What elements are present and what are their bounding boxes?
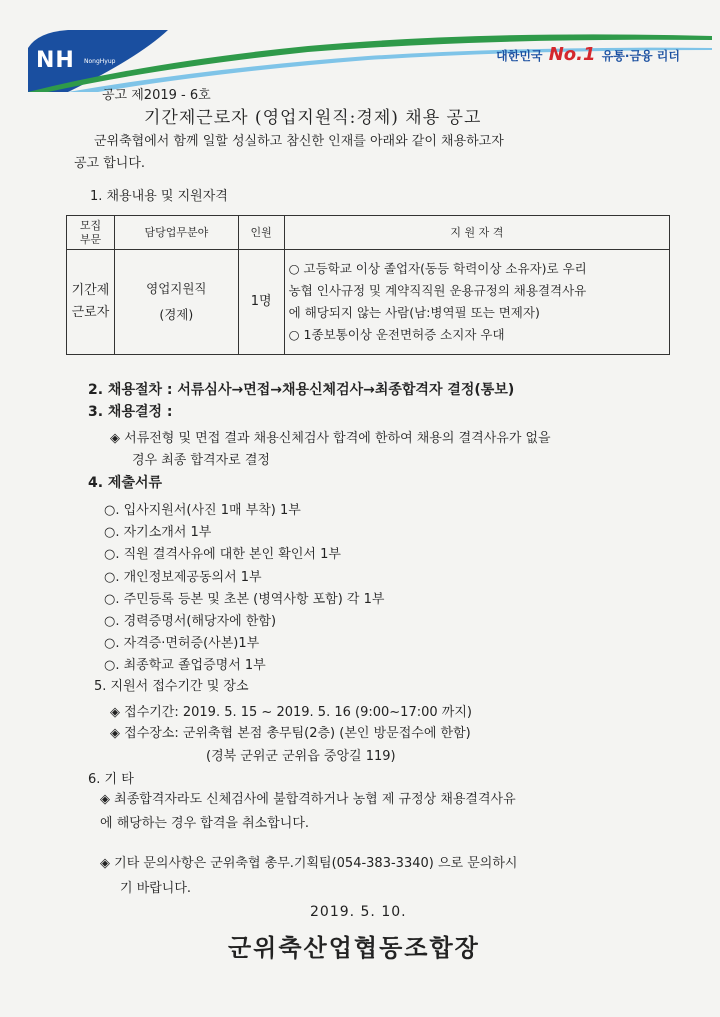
slogan-pre: 대한민국	[496, 49, 543, 63]
intro-line-2: 공고 합니다.	[74, 156, 146, 171]
section-6-heading: 6. 기 타	[88, 772, 134, 787]
section-5-address: (경북 군위군 군위읍 중앙길 119)	[206, 749, 396, 764]
notice-date: 2019. 5. 10.	[310, 904, 407, 920]
organization-name: 군위축산업협동조합장	[228, 933, 480, 962]
list-item: ○. 직원 결격사유에 대한 본인 확인서 1부	[104, 547, 341, 563]
intro-text	[74, 131, 674, 175]
table-header-row	[67, 216, 670, 250]
section-3-line-2: 경우 최종 합격자로 결정	[132, 453, 270, 468]
header-band	[8, 18, 712, 92]
nh-logo-sub: NongHyup	[84, 58, 116, 65]
intro-line-1: 군위축협에서 함께 일할 성실하고 참신한 인재를 아래와 같이 채용하고자	[94, 134, 504, 149]
section-6-note-1-line-2: 에 해당하는 경우 합격을 취소합니다.	[100, 816, 310, 831]
list-item: ○. 자기소개서 1부	[104, 525, 212, 541]
slogan-no1: No.1	[548, 44, 596, 65]
slogan-post: 유통·금융 리더	[601, 49, 680, 63]
notice-number: 공고 제2019 - 6호	[102, 88, 211, 103]
table-cell-qualification	[284, 250, 669, 355]
page-title: 기간제근로자 (영업지원직:경제) 채용 공고	[144, 108, 482, 128]
document-list	[104, 500, 384, 678]
qual-line-3: 에 해당되지 않는 사람(남:병역필 또는 면제자)	[288, 305, 540, 320]
table-cell-count: 1명	[238, 250, 284, 355]
list-item: ○. 최종학교 졸업증명서 1부	[104, 658, 266, 674]
section-5-place: ◈ 접수장소: 군위축협 본점 총무팀(2층) (본인 방문접수에 한함)	[110, 726, 471, 741]
section-5-heading: 5. 지원서 접수기간 및 장소	[94, 679, 249, 694]
field-line-2: (경제)	[159, 307, 194, 322]
category-line-1: 기간제	[71, 283, 110, 298]
section-6-note-2-line-1: ◈ 기타 문의사항은 군위축협 총무.기획팀(054-383-3340) 으로 문의하시	[100, 856, 518, 871]
section-5-period: ◈ 접수기간: 2019. 5. 15 ~ 2019. 5. 16 (9:00~17:00 까지)	[110, 705, 472, 720]
qual-line-2: 농협 인사규정 및 계약직직원 운용규정의 채용결격사유	[288, 283, 587, 298]
list-item: ○. 경력증명서(해당자에 한함)	[104, 614, 277, 630]
qual-line-1: ○ 고등학교 이상 졸업자(동등 학력이상 소유자)로 우리	[288, 261, 587, 276]
qual-line-4: ○ 1종보통이상 운전면허증 소지자 우대	[288, 327, 505, 342]
list-item: ○. 주민등록 등본 및 초본 (병역사항 포함) 각 1부	[104, 591, 385, 607]
field-line-1: 영업지원직	[146, 281, 207, 296]
table-header-count: 인원	[238, 216, 284, 250]
section-6-note-2-line-2: 기 바랍니다.	[120, 881, 192, 896]
category-line-2: 근로자	[71, 305, 110, 320]
table-cell-category	[67, 250, 115, 355]
section-3-heading: 3. 채용결정 :	[88, 404, 173, 420]
section-4-heading: 4. 제출서류	[88, 475, 163, 491]
table-header-qualification: 지 원 자 격	[284, 216, 669, 250]
list-item: ○. 입사지원서(사진 1매 부착) 1부	[104, 503, 301, 518]
nh-logo: NH	[36, 48, 75, 73]
table-cell-field	[114, 250, 238, 355]
section-3-line-1: ◈ 서류전형 및 면접 결과 채용신체검사 합격에 한하여 채용의 결격사유가 없을	[110, 431, 551, 446]
list-item: ○. 개인정보제공동의서 1부	[104, 569, 262, 585]
slogan	[496, 44, 680, 65]
section-2-heading: 2. 채용절차 : 서류심사→면접→채용신체검사→최종합격자 결정(통보)	[88, 382, 515, 398]
section-1-heading: 1. 채용내용 및 지원자격	[90, 189, 228, 204]
list-item: ○. 자격증·면허증(사본)1부	[104, 636, 260, 652]
qualification-table	[66, 215, 670, 355]
table-row	[67, 250, 670, 355]
table-header-field: 담당업무분야	[114, 216, 238, 250]
section-6-note-1-line-1: ◈ 최종합격자라도 신체검사에 불합격하거나 농협 제 규정상 채용결격사유	[100, 792, 516, 807]
table-header-category: 모집 부문	[67, 216, 115, 250]
